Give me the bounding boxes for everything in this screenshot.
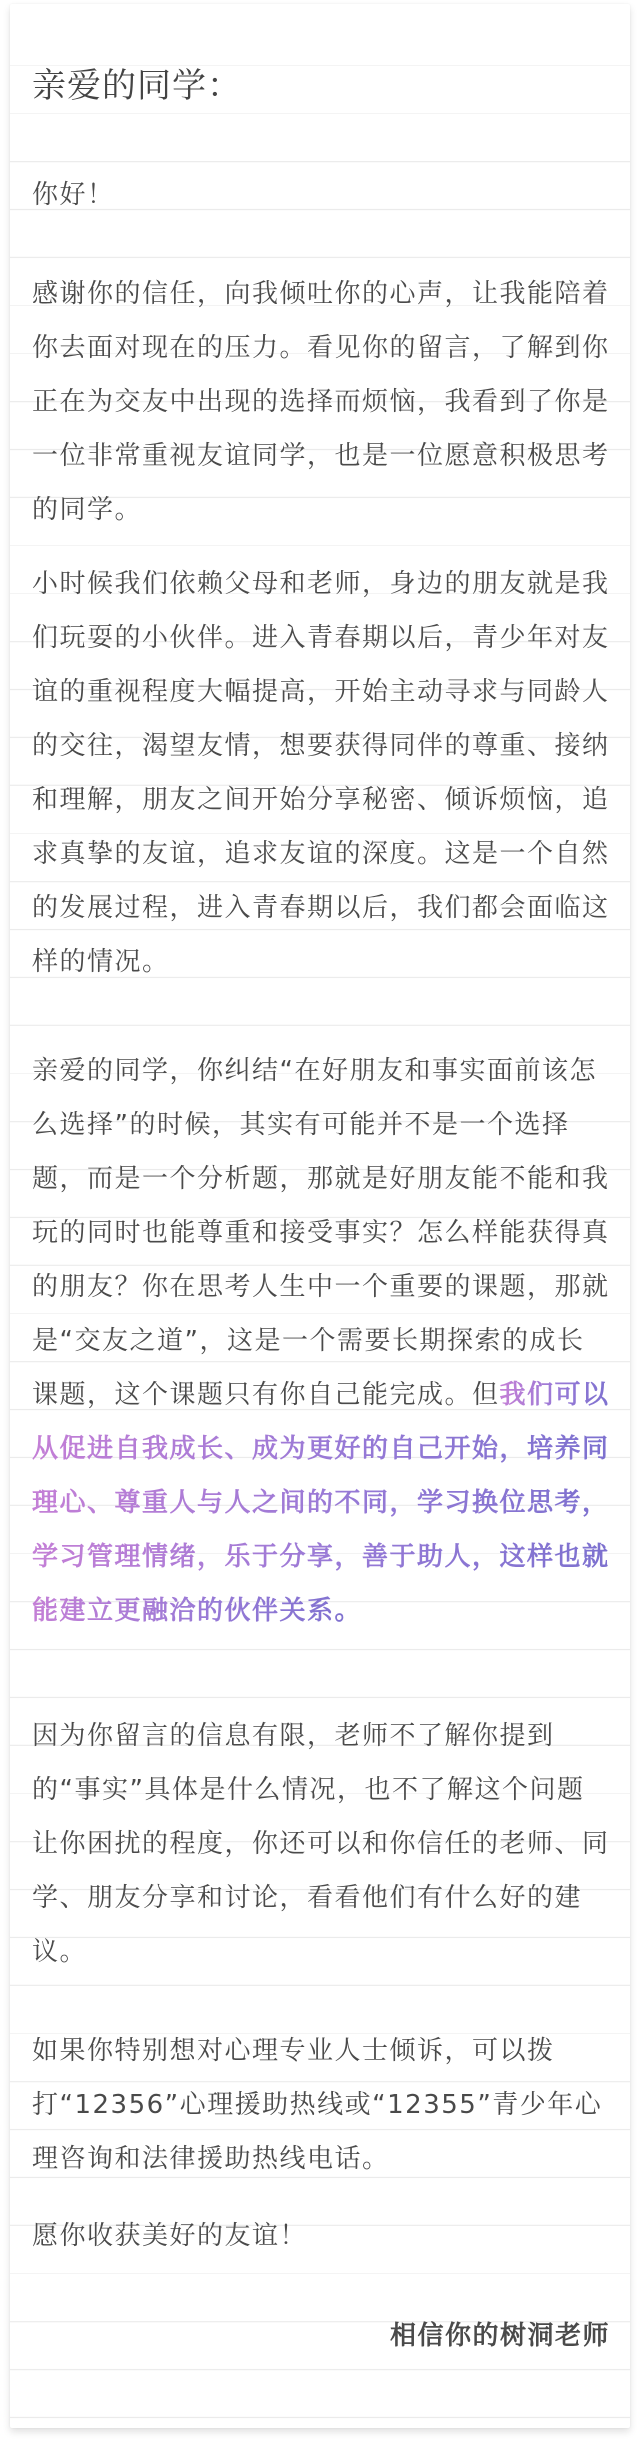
letter-signature: 相信你的树洞老师 <box>389 2321 610 2351</box>
advice-text: 亲爱的同学，你纠结“在好朋友和事实面前该怎么选择”的时候，其实有可能并不是一个选择题，而是一个分析题，那就是好朋友能不能和我玩的同时也能尊重和接受事实？怎么样能获得真的朋友？你在思考人生中一个重要的课题，那就是“交友之道”，这是一个需要长期探索的成长课题，这个课题只有你自己能完成。但 <box>32 1056 610 1410</box>
closing-wish: 愿你收获美好的友谊！ <box>32 2221 308 2251</box>
letter-paper <box>10 4 630 2428</box>
letter-salutation: 亲爱的同学： <box>32 66 242 106</box>
suggestion-paragraph: 因为你留言的信息有限，老师不了解你提到的“事实”具体是什么情况，也不了解这个问题让你困扰的程度，你还可以和你信任的老师、同学、朋友分享和讨论，看看他们有什么好的建议。 <box>32 1721 610 1967</box>
greeting-paragraph: 你好！ <box>32 180 115 210</box>
advice-paragraph <box>32 1044 610 1638</box>
hotline-paragraph: 如果你特别想对心理专业人士倾诉，可以拨打“12356”心理援助热线或“12355”青少年心理咨询和法律援助热线电话。 <box>32 2036 603 2174</box>
adolescence-friendship-paragraph: 小时候我们依赖父母和老师，身边的朋友就是我们玩耍的小伙伴。进入青春期以后，青少年对友谊的重视程度大幅提高，开始主动寻求与同龄人的交往，渴望友情，想要获得同伴的尊重、接纳和理解，朋友之间开始分享秘密、倾诉烦恼，追求真挚的友谊，追求友谊的深度。这是一个自然的发展过程，进入青春期以后，我们都会面临这样的情况。 <box>32 569 610 977</box>
gratitude-paragraph: 感谢你的信任，向我倾吐你的心声，让我能陪着你去面对现在的压力。看见你的留言，了解到你正在为交友中出现的选择而烦恼，我看到了你是一位非常重视友谊同学，也是一位愿意积极思考的同学。 <box>32 279 610 525</box>
advice-highlight: 我们可以从促进自我成长、成为更好的自己开始，培养同理心、尊重人与人之间的不同，学习换位思考，学习管理情绪，乐于分享，善于助人，这样也就能建立更融洽的伙伴关系。 <box>32 1380 610 1626</box>
